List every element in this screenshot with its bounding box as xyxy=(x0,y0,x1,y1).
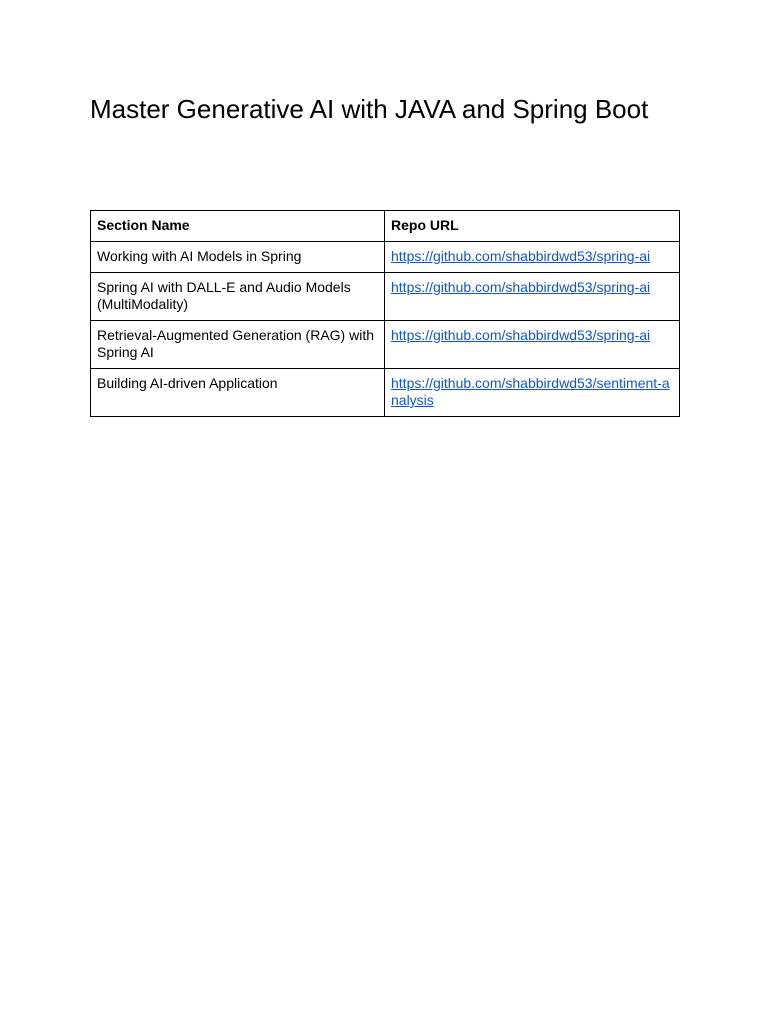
repo-url-cell xyxy=(385,273,680,321)
table-row xyxy=(91,321,680,369)
page-title: Master Generative AI with JAVA and Spring Boot xyxy=(90,94,649,124)
section-name-cell: Building AI-driven Application xyxy=(91,369,385,417)
repo-link[interactable]: https://github.com/shabbirdwd53/sentiment-analysis xyxy=(391,375,670,408)
repo-link[interactable]: https://github.com/shabbirdwd53/spring-ai xyxy=(391,279,651,295)
section-name-cell: Retrieval-Augmented Generation (RAG) with Spring AI xyxy=(91,321,385,369)
repo-url-cell xyxy=(385,321,680,369)
repo-table xyxy=(90,210,680,417)
table-row xyxy=(91,242,680,273)
section-name-cell: Spring AI with DALL-E and Audio Models (MultiModality) xyxy=(91,273,385,321)
table-row xyxy=(91,273,680,321)
repo-url-cell xyxy=(385,242,680,273)
table-row xyxy=(91,369,680,417)
section-name-cell: Working with AI Models in Spring xyxy=(91,242,385,273)
column-header-section-name: Section Name xyxy=(91,211,385,242)
repo-link[interactable]: https://github.com/shabbirdwd53/spring-ai xyxy=(391,327,651,343)
repo-link[interactable]: https://github.com/shabbirdwd53/spring-ai xyxy=(391,248,651,264)
repo-url-cell xyxy=(385,369,680,417)
column-header-repo-url: Repo URL xyxy=(385,211,680,242)
table-header-row xyxy=(91,211,680,242)
